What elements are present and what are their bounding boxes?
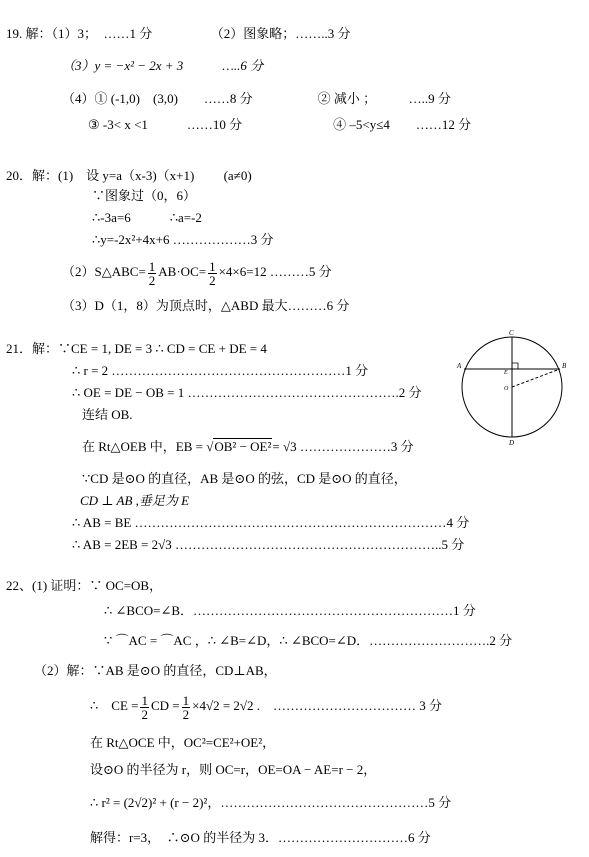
- q20-line6: （3）D（1，8）为顶点时，△ABD 最大………6 分: [62, 298, 350, 313]
- q20-area-result: ×4×6=12 ………5 分: [218, 264, 332, 279]
- half-fraction: $\frac{1}{2}$: [148, 258, 156, 288]
- label-a: A: [457, 362, 462, 370]
- q22-line1: 22、(1) 证明：∵ OC=OB，: [6, 578, 163, 593]
- right-angle-mark: [512, 363, 518, 369]
- circle-figure: [455, 325, 573, 447]
- q22-line5: [90, 690, 442, 722]
- half-fraction-4: $\frac{1}{2}$: [182, 692, 190, 722]
- q19-line4: ③ -3< x <1 ……10 分 ④ –5<y≤4 ……12 分: [88, 117, 472, 132]
- q21-line9: ∴ AB = 2EB = 2√3 ……………………………………………………..5 分: [72, 537, 465, 552]
- label-e: E: [504, 370, 508, 376]
- q20-line3: ∴-3a=6 ∴a=-2: [92, 210, 202, 225]
- q22-line3: ∵ ⌒AC = ⌒AC ，∴ ∠B=∠D，∴ ∠BCO=∠D．……………………….2 分: [104, 633, 513, 648]
- q22-line4: （2）解：∵AB 是⊙O 的直径，CD⊥AB，: [34, 663, 277, 678]
- q22-ce-pre: ∴ CE =: [90, 698, 139, 713]
- q20-line1: 20．解：(1) 设 y=a（x-3)（x+1) (a≠0): [6, 168, 252, 183]
- label-c: C: [509, 329, 514, 337]
- q20-line4: ∴y=-2x²+4x+6 ………………3 分: [92, 232, 274, 247]
- q20-area-mid: AB·OC=: [158, 264, 207, 279]
- q21-eb-radicand: OB² − OE²: [214, 439, 272, 454]
- q19-line1: 19. 解：（1）3； ……1 分 （2）图象略；……..3 分: [6, 26, 351, 41]
- q22-line9: 解得：r=3， ∴⊙O 的半径为 3．…………………………6 分: [90, 830, 431, 845]
- q22-line2: ∴ ∠BCO=∠B．……………………………………………………1 分: [104, 603, 476, 618]
- q22-ce-post: ×4√2 = 2√2 . …………………………… 3 分: [192, 698, 443, 713]
- q22-line6: 在 Rt△OCE 中，OC²=CE²+OE²，: [90, 735, 276, 750]
- q21-eb-post: = √3 …………………3 分: [272, 439, 414, 454]
- label-o: O: [504, 386, 509, 392]
- q21-line4: 连结 OB.: [82, 407, 133, 422]
- half-fraction-2: $\frac{1}{2}$: [209, 258, 216, 288]
- q19-line2: （3）y = −x² − 2x + 3 …..6 分: [62, 58, 264, 73]
- q22-line7: 设⊙O 的半径为 r，则 OC=r，OE=OA − AE=r − 2，: [90, 762, 377, 777]
- q21-line6: ∵CD 是⊙O 的直径，AB 是⊙O 的弦，CD 是⊙O 的直径，: [82, 471, 407, 486]
- half-fraction-3: $\frac{1}{2}$: [141, 692, 148, 722]
- q21-line3: ∴ OE = DE − OB = 1 ………………………………………….2 分: [72, 385, 422, 400]
- label-d: D: [509, 439, 515, 447]
- q22-line8: ∴ r² = (2√2)² + (r − 2)²，…………………………………………5 分: [90, 795, 452, 810]
- q21-line5: [82, 439, 414, 455]
- q21-line1: 21．解：∵CE = 1, DE = 3 ∴ CD = CE + DE = 4: [6, 341, 267, 356]
- q21-eb-pre: 在 Rt△OEB 中，EB = √: [82, 439, 214, 454]
- q21-line8: ∴ AB = BE ………………………………………………………………4 分: [72, 515, 470, 530]
- q22-ce-mid: CD =: [150, 698, 180, 713]
- q21-line7: CD ⊥ AB ,垂足为 E: [80, 493, 190, 508]
- q20-area-label: （2）S△ABC=: [62, 264, 146, 279]
- q19-line3: （4）① (-1,0) (3,0) ……8 分 ② 减小 ； …..9 分: [62, 91, 451, 106]
- segment-ob: [512, 369, 560, 387]
- q20-line5: [62, 256, 332, 288]
- q21-line2: ∴ r = 2 ………………………………………………1 分: [72, 363, 369, 378]
- label-b: B: [562, 362, 567, 370]
- q20-line2: ∵图象过（0，6）: [92, 188, 197, 203]
